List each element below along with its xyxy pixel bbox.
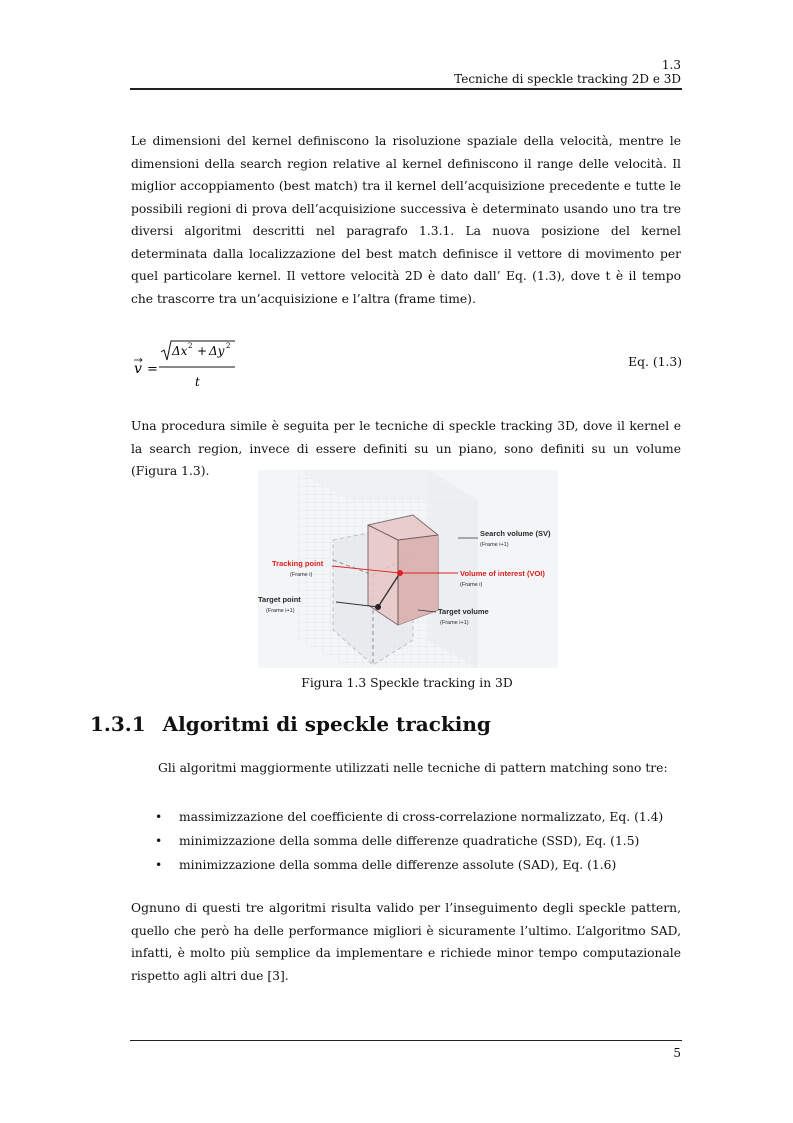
bullet-icon: • [155,858,163,872]
bullet-icon: • [155,810,163,824]
label-target-point: Target point [258,595,301,604]
label-search-volume-frame: (Frame i+1) [480,542,509,548]
label-voi-frame: (Frame i) [460,582,483,588]
footer-divider [130,1040,682,1041]
algorithm-list [155,806,663,878]
paragraph-3d-tracking: Una procedura simile è seguita per le tecniche di speckle tracking 3D, dove il kernel e la search region, invece di essere definiti su un piano, sono definiti su un volume (Figura 1.3). [131,419,681,478]
paragraph-sad-conclusion: Ognuno di questi tre algoritmi risulta valido per l’inseguimento degli speckle pattern, quello che però ha delle performance migliori è sicuramente l’ultimo. L’algoritmo SAD, infatti, è molto più semplice da implementare e richiede minor tempo computazionale rispetto agli altri due [3]. [131,901,681,983]
header-section-number: 1.3 [661,58,681,72]
section-title: Algoritmi di speckle tracking [162,712,491,736]
eq-denominator: t [195,375,200,389]
label-target-volume-frame: (Frame i+1) [440,620,469,626]
section-number: 1.3.1 [90,712,146,736]
eq-dy-exp: 2 [226,342,231,350]
eq-plus: + [197,344,208,358]
figure-caption: Figura 1.3 Speckle tracking in 3D [301,676,513,690]
eq-dx: Δx [172,344,188,358]
list-item: • minimizzazione della somma delle differenze quadratiche (SSD), Eq. (1.5) [155,830,663,854]
list-item: • massimizzazione del coefficiente di cross-correlazione normalizzato, Eq. (1.4) [155,806,663,830]
figure-speckle-tracking-3d [258,470,558,668]
label-tracking-point: Tracking point [272,559,324,568]
eq-equals: = [147,362,158,377]
page-number: 5 [673,1046,681,1060]
paragraph-kernel-dimensions: Le dimensioni del kernel definiscono la risoluzione spaziale della velocità, mentre le dimensioni della search region relative al kernel definiscono il range delle velocità. Il miglior accoppiamento (best match) tra il kernel dell’acquisizione precedente e tutte le possibili regioni di prova dell’acquisizione successiva è determinato usando uno tra tre diversi algoritmi descritti nel paragrafo 1.3.1. La nuova posizione del kernel determinata dalla localizzazione del best match definisce il vettore di movimento per quel particolare kernel. Il vettore velocità 2D è dato dall’ Eq. (1.3), dove t è il tempo che trascorre tra un’acquisizione e l’altra (frame time). [131,134,681,306]
header-title: Tecniche di speckle tracking 2D e 3D [454,72,681,86]
section-heading [90,712,491,736]
label-voi: Volume of interest (VOI) [460,569,545,578]
label-search-volume: Search volume (SV) [480,529,551,538]
label-target-volume: Target volume [438,607,489,616]
equation-label: Eq. (1.3) [628,355,682,369]
eq-dy: Δy [209,344,225,358]
equation-velocity [131,340,683,396]
eq-dx-exp: 2 [188,342,193,350]
label-target-point-frame: (Frame i+1) [266,608,295,614]
header-divider [130,88,682,90]
eq-lhs: v [134,361,142,377]
label-tracking-point-frame: (Frame i) [290,572,313,578]
bullet-icon: • [155,834,163,848]
list-item: • minimizzazione della somma delle differenze assolute (SAD), Eq. (1.6) [155,854,663,878]
paragraph-intro-algorithms: Gli algoritmi maggiormente utilizzati nelle tecniche di pattern matching sono tre: [158,761,668,775]
